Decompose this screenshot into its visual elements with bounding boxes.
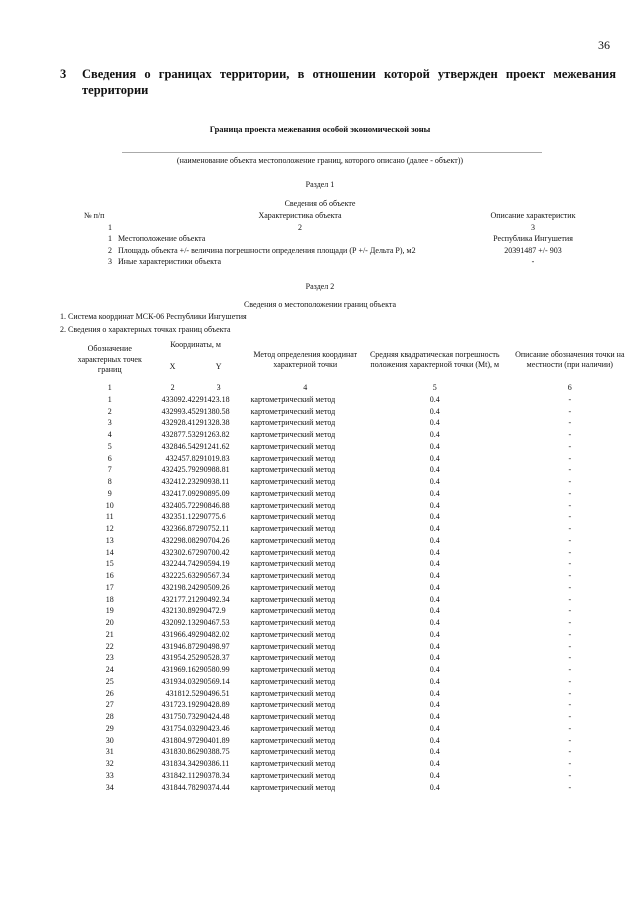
- row-number: 2: [108, 245, 112, 255]
- table-row: [70, 441, 630, 453]
- point-y: 290752.11: [195, 524, 230, 533]
- point-x: 432130.89: [161, 606, 196, 616]
- point-error: 0.4: [429, 430, 440, 439]
- point-x: 432351.12: [161, 512, 196, 522]
- point-method: картометрический метод: [250, 418, 336, 428]
- point-description: -: [568, 747, 572, 757]
- point-method: картометрический метод: [250, 453, 336, 463]
- point-error: 0.4: [429, 465, 440, 475]
- point-error: 0.4: [429, 535, 440, 545]
- point-method: картометрический метод: [250, 618, 336, 627]
- table-index-row: [70, 382, 630, 394]
- point-y: 291241.62: [195, 441, 230, 451]
- point-x: 432225.63: [161, 571, 196, 580]
- index-cell: 1: [107, 383, 112, 392]
- point-description: -: [568, 712, 572, 721]
- point-description: -: [568, 406, 572, 416]
- point-y: 291019.83: [195, 453, 230, 463]
- point-error: 0.4: [429, 453, 440, 463]
- point-x: 432993.45: [161, 406, 196, 416]
- point-error: 0.4: [429, 723, 440, 733]
- point-y: 290374.44: [195, 782, 230, 792]
- point-x: 432302.67: [161, 547, 196, 557]
- point-number: 16: [105, 571, 114, 580]
- point-method: картометрический метод: [250, 735, 336, 745]
- point-method: картометрический метод: [250, 406, 336, 416]
- point-description: -: [568, 535, 572, 545]
- point-y: 290496.51: [195, 688, 230, 698]
- page-number: 36: [598, 38, 610, 52]
- point-y: 290386.11: [195, 759, 230, 768]
- point-number: 6: [107, 453, 112, 463]
- point-x: 431969.16: [161, 665, 196, 674]
- point-method: картометрический метод: [250, 629, 336, 639]
- point-number: 19: [105, 606, 114, 616]
- point-number: 15: [105, 559, 114, 569]
- point-description: -: [568, 441, 572, 451]
- index-cell: 3: [531, 222, 535, 232]
- col-header-x: X: [169, 361, 176, 371]
- point-x: 431842.11: [161, 770, 196, 780]
- table-row: [70, 464, 630, 476]
- point-error: 0.4: [429, 500, 440, 510]
- part1-subheading: Сведения об объекте: [284, 199, 356, 208]
- point-description: -: [568, 477, 572, 486]
- index-cell: 3: [216, 383, 221, 392]
- table-row: [70, 535, 630, 547]
- point-x: 433092.42: [161, 394, 196, 404]
- point-number: 13: [105, 535, 114, 545]
- point-method: картометрический метод: [250, 582, 336, 592]
- col-header-y: Y: [215, 361, 222, 371]
- index-cell: 1: [108, 222, 112, 232]
- point-description: -: [568, 782, 572, 792]
- point-error: 0.4: [429, 406, 440, 416]
- point-y: 291263.82: [195, 430, 230, 439]
- point-error: 0.4: [429, 418, 440, 428]
- point-method: картометрический метод: [250, 688, 336, 698]
- point-error: 0.4: [429, 582, 440, 592]
- table-row: [70, 558, 630, 570]
- point-error: 0.4: [429, 747, 440, 757]
- point-number: 3: [107, 418, 112, 428]
- table-row: [70, 711, 630, 723]
- point-y: 291328.38: [195, 418, 230, 428]
- point-y: 290775.6: [195, 512, 226, 522]
- point-number: 7: [107, 465, 112, 475]
- point-x: 432846.54: [161, 441, 196, 451]
- point-y: 290424.48: [195, 712, 230, 721]
- point-x: 432457.8: [165, 453, 196, 463]
- point-x: 431750.73: [161, 712, 196, 721]
- point-number: 31: [105, 747, 114, 757]
- col-header-description: Описание характеристик: [490, 211, 576, 220]
- point-number: 5: [107, 441, 112, 451]
- index-cell: 4: [303, 383, 308, 392]
- part2-heading: Раздел 2: [305, 282, 335, 291]
- point-x: 431830.86: [161, 747, 196, 757]
- point-error: 0.4: [429, 688, 440, 698]
- point-error: 0.4: [429, 488, 440, 498]
- table-row: [70, 476, 630, 488]
- point-method: картометрический метод: [250, 394, 336, 404]
- point-description: -: [568, 653, 572, 663]
- point-x: 432877.53: [161, 430, 196, 439]
- point-error: 0.4: [429, 594, 440, 604]
- table-row: [70, 406, 630, 418]
- point-y: 290492.34: [195, 594, 230, 604]
- point-number: 9: [107, 488, 112, 498]
- point-error: 0.4: [429, 629, 440, 639]
- point-method: картометрический метод: [250, 571, 336, 580]
- point-y: 290509.26: [195, 582, 230, 592]
- point-description: -: [568, 394, 572, 404]
- col-header-point-description: Описание обозначения точки на местности (при наличии): [515, 349, 625, 369]
- point-number: 29: [105, 723, 114, 733]
- point-number: 25: [105, 676, 114, 686]
- index-cell: 5: [432, 383, 437, 392]
- point-method: картометрический метод: [250, 641, 336, 651]
- point-y: 290401.89: [195, 735, 230, 745]
- point-method: картометрический метод: [250, 723, 336, 733]
- point-number: 11: [105, 512, 114, 522]
- point-number: 17: [105, 582, 114, 592]
- point-y: 290472.9: [195, 606, 226, 616]
- point-number: 21: [105, 629, 114, 639]
- point-error: 0.4: [429, 653, 440, 663]
- point-description: -: [568, 582, 572, 592]
- point-y: 290498.97: [195, 641, 230, 651]
- table-row: [70, 500, 630, 512]
- point-method: картометрический метод: [250, 500, 336, 510]
- point-x: 431834.34: [161, 759, 196, 768]
- row-description: -: [531, 257, 535, 267]
- point-y: 290378.34: [195, 770, 230, 780]
- point-description: -: [568, 606, 572, 616]
- table-row: [70, 664, 630, 676]
- table-row: [84, 256, 584, 268]
- list-item: 1. Система координат МСК-06 Республики Ингушетия: [60, 312, 247, 321]
- point-x: 432366.87: [161, 524, 196, 533]
- table-row: [70, 746, 630, 758]
- point-method: картометрический метод: [250, 441, 336, 451]
- table-row: [70, 676, 630, 688]
- point-x: 431754.03: [161, 723, 196, 733]
- point-y: 291380.58: [195, 406, 230, 416]
- point-number: 34: [105, 782, 114, 792]
- point-y: 290388.75: [195, 747, 230, 757]
- point-method: картометрический метод: [250, 559, 336, 569]
- point-number: 33: [105, 770, 114, 780]
- table-row: [70, 688, 630, 700]
- point-y: 290580.99: [195, 665, 230, 674]
- point-number: 20: [105, 618, 114, 627]
- table-row: [84, 245, 584, 257]
- table-row: [70, 605, 630, 617]
- point-x: 432425.79: [161, 465, 196, 475]
- points-table: [70, 338, 630, 793]
- point-error: 0.4: [429, 559, 440, 569]
- point-y: 290988.81: [195, 465, 230, 475]
- point-y: 290895.09: [195, 488, 230, 498]
- col-header-coordinates: Координаты, м: [170, 339, 221, 349]
- row-number: 3: [108, 257, 112, 267]
- point-error: 0.4: [429, 394, 440, 404]
- point-description: -: [568, 524, 572, 533]
- point-number: 32: [105, 759, 114, 768]
- table-row: [70, 782, 630, 794]
- col-header-error: Средняя квадратическая погрешность положения характерной точки (Мt), м: [369, 349, 500, 369]
- point-method: картометрический метод: [250, 747, 336, 757]
- table-row: [70, 629, 630, 641]
- table-row: [70, 758, 630, 770]
- point-error: 0.4: [429, 700, 440, 710]
- point-y: 290569.14: [195, 676, 230, 686]
- point-x: 432412.23: [161, 477, 196, 486]
- table-row: [84, 233, 584, 245]
- table-row: [70, 652, 630, 664]
- point-description: -: [568, 453, 572, 463]
- point-x: 431954.25: [161, 653, 196, 663]
- table-row: [70, 394, 630, 406]
- point-x: 431812.5: [165, 688, 196, 698]
- point-y: 291423.18: [195, 394, 230, 404]
- point-method: картометрический метод: [250, 512, 336, 522]
- point-description: -: [568, 465, 572, 475]
- point-x: 432298.08: [161, 535, 196, 545]
- point-x: 431934.03: [161, 676, 196, 686]
- point-method: картометрический метод: [250, 547, 336, 557]
- point-y: 290567.34: [195, 571, 230, 580]
- point-number: 23: [105, 653, 114, 663]
- point-number: 10: [105, 500, 114, 510]
- point-description: -: [568, 770, 572, 780]
- section-number: 3: [60, 67, 67, 81]
- point-method: картометрический метод: [250, 712, 336, 721]
- point-description: -: [568, 665, 572, 674]
- point-method: картометрический метод: [250, 770, 336, 780]
- point-x: 432405.72: [161, 500, 196, 510]
- point-y: 290938.11: [195, 477, 230, 486]
- point-error: 0.4: [429, 571, 440, 580]
- table-row: [70, 523, 630, 535]
- table-row: [70, 641, 630, 653]
- point-description: -: [568, 488, 572, 498]
- point-x: 432417.09: [161, 488, 196, 498]
- list-item: 2. Сведения о характерных точках границ объекта: [60, 325, 231, 334]
- point-number: 30: [105, 735, 114, 745]
- table-row: [70, 417, 630, 429]
- point-number: 14: [105, 547, 114, 557]
- point-description: -: [568, 641, 572, 651]
- point-y: 290594.19: [195, 559, 230, 569]
- table-row: [70, 582, 630, 594]
- point-method: картометрический метод: [250, 606, 336, 616]
- point-error: 0.4: [429, 665, 440, 674]
- table-row: [70, 594, 630, 606]
- point-method: картометрический метод: [250, 653, 336, 663]
- point-method: картометрический метод: [250, 477, 336, 486]
- point-number: 26: [105, 688, 114, 698]
- point-method: картометрический метод: [250, 759, 336, 768]
- point-number: 18: [105, 594, 114, 604]
- object-title-underline: [122, 152, 542, 153]
- point-method: картометрический метод: [250, 665, 336, 674]
- point-x: 432092.13: [161, 618, 196, 627]
- point-method: картометрический метод: [250, 700, 336, 710]
- point-y: 290700.42: [195, 547, 230, 557]
- point-error: 0.4: [429, 477, 440, 486]
- point-error: 0.4: [429, 512, 440, 522]
- point-method: картометрический метод: [250, 488, 336, 498]
- point-number: 2: [107, 406, 112, 416]
- point-method: картометрический метод: [250, 782, 336, 792]
- point-description: -: [568, 688, 572, 698]
- col-header-number: № п/п: [84, 211, 105, 220]
- part2-subheading: Сведения о местоположении границ объекта: [243, 300, 397, 309]
- table-row: [70, 488, 630, 500]
- point-error: 0.4: [429, 770, 440, 780]
- point-method: картометрический метод: [250, 676, 336, 686]
- point-number: 4: [107, 430, 112, 439]
- point-number: 24: [105, 665, 114, 674]
- object-note: (наименование объекта местоположение границ, которого описано (далее - объект)): [176, 156, 464, 165]
- table-row: [70, 429, 630, 441]
- point-method: картометрический метод: [250, 594, 336, 604]
- point-number: 22: [105, 641, 114, 651]
- point-error: 0.4: [429, 782, 440, 792]
- point-description: -: [568, 571, 572, 580]
- row-characteristic: Площадь объекта +/- величина погрешности определения площади (Р +/- Дельта Р), м2: [118, 245, 416, 255]
- point-y: 290423.46: [195, 723, 230, 733]
- table-row: [70, 723, 630, 735]
- point-error: 0.4: [429, 441, 440, 451]
- point-description: -: [568, 723, 572, 733]
- object-title: Граница проекта межевания особой экономической зоны: [209, 124, 431, 134]
- point-number: 1: [107, 394, 112, 404]
- table-row: [70, 617, 630, 629]
- point-description: -: [568, 629, 572, 639]
- point-x: 431723.19: [161, 700, 196, 710]
- point-y: 290428.89: [195, 700, 230, 710]
- table-row: [70, 699, 630, 711]
- point-x: 431966.49: [161, 629, 196, 639]
- table-row: [70, 453, 630, 465]
- section-title: [60, 66, 616, 98]
- point-description: -: [568, 559, 572, 569]
- index-cell: 6: [567, 383, 572, 392]
- col-header-method: Метод определения координат характерной точки: [253, 349, 358, 369]
- point-y: 290482.02: [195, 629, 230, 639]
- point-error: 0.4: [429, 618, 440, 627]
- point-error: 0.4: [429, 676, 440, 686]
- point-x: 432928.41: [161, 418, 196, 428]
- point-number: 28: [105, 712, 114, 721]
- point-description: -: [568, 700, 572, 710]
- point-description: -: [568, 500, 572, 510]
- point-y: 290704.26: [195, 535, 230, 545]
- point-description: -: [568, 618, 572, 627]
- point-error: 0.4: [429, 547, 440, 557]
- table-row: [70, 547, 630, 559]
- point-error: 0.4: [429, 759, 440, 768]
- point-description: -: [568, 430, 572, 439]
- index-cell: 2: [298, 222, 302, 232]
- point-number: 12: [105, 524, 114, 533]
- point-x: 432177.21: [161, 594, 196, 604]
- point-error: 0.4: [429, 524, 440, 533]
- point-x: 431804.97: [161, 735, 196, 745]
- point-x: 432244.74: [161, 559, 196, 569]
- table-header-row: [84, 210, 584, 222]
- row-description: Республика Ингушетия: [493, 234, 573, 244]
- section-title-text: Сведения о границах территории, в отношении которой утвержден проект межевания территории: [82, 67, 616, 97]
- col-header-characteristic: Характеристика объекта: [258, 211, 342, 220]
- point-x: 431946.87: [161, 641, 196, 651]
- table-header-row: [70, 338, 630, 352]
- table-index-row: [84, 222, 584, 234]
- point-number: 8: [107, 477, 112, 486]
- point-x: 432198.24: [161, 582, 196, 592]
- point-y: 290467.53: [195, 618, 230, 627]
- row-description: 20391487 +/- 903: [504, 245, 562, 255]
- point-method: картометрический метод: [250, 524, 336, 533]
- col-header-designation: Обозначение характерных точек границ: [77, 344, 142, 375]
- row-number: 1: [108, 234, 112, 244]
- point-error: 0.4: [429, 735, 440, 745]
- point-error: 0.4: [429, 641, 440, 651]
- table-row: [70, 735, 630, 747]
- table-row: [70, 770, 630, 782]
- point-method: картометрический метод: [250, 465, 336, 475]
- row-characteristic: Иные характеристики объекта: [118, 257, 222, 267]
- point-number: 27: [105, 700, 114, 710]
- point-description: -: [568, 418, 572, 428]
- point-description: -: [568, 512, 572, 522]
- point-x: 431844.78: [161, 782, 196, 792]
- point-description: -: [568, 547, 572, 557]
- point-y: 290846.88: [195, 500, 230, 510]
- point-description: -: [568, 759, 572, 768]
- row-characteristic: Местоположение объекта: [118, 234, 206, 244]
- table-row: [70, 570, 630, 582]
- object-info-table: [84, 210, 584, 268]
- table-row: [70, 511, 630, 523]
- point-error: 0.4: [429, 712, 440, 721]
- point-description: -: [568, 594, 572, 604]
- point-error: 0.4: [429, 606, 440, 616]
- point-description: -: [568, 676, 572, 686]
- point-y: 290528.37: [195, 653, 230, 663]
- part1-heading: Раздел 1: [305, 180, 335, 189]
- point-method: картометрический метод: [250, 535, 336, 545]
- point-description: -: [568, 735, 572, 745]
- point-method: картометрический метод: [250, 430, 336, 439]
- index-cell: 2: [170, 383, 175, 392]
